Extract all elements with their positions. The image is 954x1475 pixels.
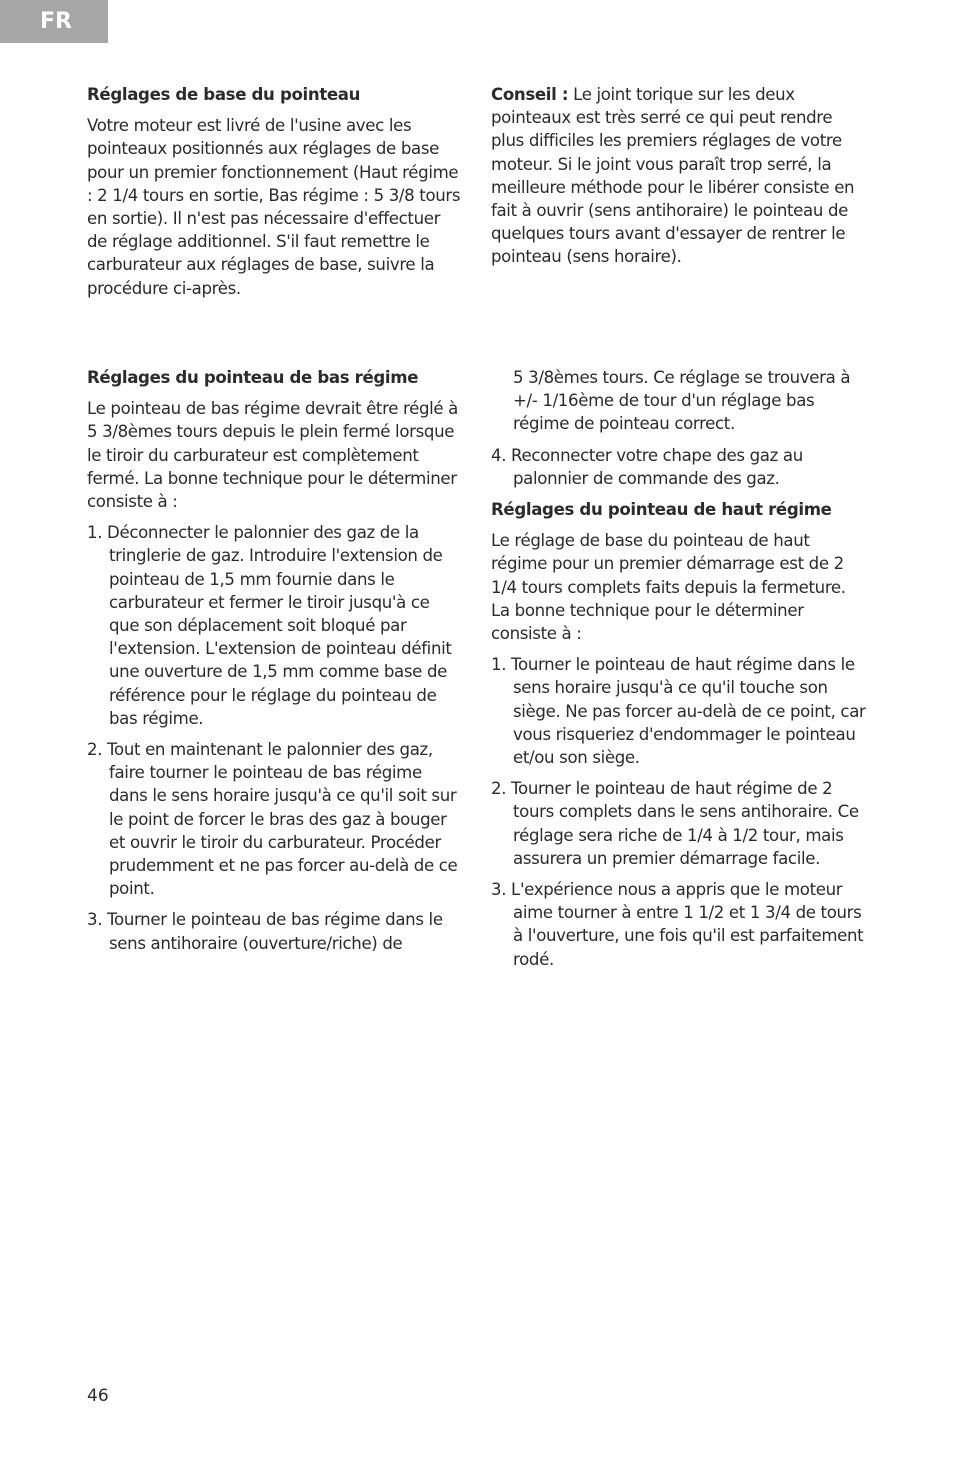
list-item: 2. Tourner le pointeau de haut régime de 2 tours complets dans le sens antihoraire. Ce réglage sera riche de 1/4 à 1/2 tour, mais assurera un premier démarrage facile. bbox=[491, 779, 859, 868]
list-item: 4. Reconnecter votre chape des gaz au palonnier de commande des gaz. bbox=[491, 445, 803, 488]
low-steps-list bbox=[87, 521, 463, 955]
page-number: 46 bbox=[87, 1386, 109, 1406]
low-step4-list bbox=[491, 444, 869, 490]
language-tab: FR bbox=[0, 0, 108, 43]
list-item: 1. Déconnecter le palonnier des gaz de la tringlerie de gaz. Introduire l'extension de pointeau de 1,5 mm fournie dans le carburateur et fermer le tiroir jusqu'à ce que son déplacement soit bloqué par l'extension. L'extension de pointeau définit une ouverture de 1,5 mm comme base de référence pour le réglage du pointeau de bas régime. bbox=[87, 523, 452, 728]
section-high-speed bbox=[491, 366, 869, 979]
list-item: 3. L'expérience nous a appris que le moteur aime tourner à entre 1 1/2 et 1 3/4 de tours à l'ouverture, une fois qu'il est parfaitement rodé. bbox=[491, 880, 864, 969]
list-item: 3. Tourner le pointeau de bas régime dans le sens antihoraire (ouverture/riche) de bbox=[87, 910, 443, 953]
section-intro: Le pointeau de bas régime devrait être réglé à 5 3/8èmes tours depuis le plein fermé lorsque le tiroir du carburateur est complètement fermé. La bonne technique pour le déterminer consiste à : bbox=[87, 399, 458, 512]
section-tip bbox=[491, 83, 867, 277]
section-title: Réglages du pointeau de bas régime bbox=[87, 368, 419, 387]
section-title: Réglages du pointeau de haut régime bbox=[491, 500, 832, 520]
section-low-speed bbox=[87, 366, 463, 963]
section-body: Votre moteur est livré de l'usine avec les pointeaux positionnés aux réglages de base pour un premier fonctionnement (Haut régime : 2 1/4 tours en sortie, Bas régime : 5 3/8 tours en sortie). Il n'est pas nécessaire d'effectuer de réglage additionnel. S'il faut remettre le carburateur aux réglages de base, suivre la procédure ci-après. bbox=[87, 116, 461, 298]
tip-body: Le joint torique sur les deux pointeaux est très serré ce qui peut rendre plus difficiles les premiers réglages de votre moteur. Si le joint vous paraît trop serré, la meilleure méthode pour le libérer consiste en fait à ouvrir (sens antihoraire) le pointeau de quelques tours avant d'essayer de rentrer le pointeau (sens horaire). bbox=[491, 85, 855, 267]
high-steps-list bbox=[491, 653, 869, 971]
section-title: Réglages de base du pointeau bbox=[87, 85, 361, 104]
tip-paragraph bbox=[491, 83, 867, 269]
low-step3-continuation: 5 3/8èmes tours. Ce réglage se trouvera à +/- 1/16ème de tour d'un réglage bas régime de pointeau correct. bbox=[513, 368, 851, 434]
section-base-settings bbox=[87, 83, 462, 308]
tip-label: Conseil : bbox=[491, 85, 569, 104]
list-item: 2. Tout en maintenant le palonnier des gaz, faire tourner le pointeau de bas régime dans le sens horaire jusqu'à ce qu'il soit sur le point de forcer le bras des gaz à bouger et ouvrir le tiroir du carburateur. Procéder prudemment et ne pas forcer au-delà de ce point. bbox=[87, 740, 458, 899]
list-item: 1. Tourner le pointeau de haut régime dans le sens horaire jusqu'à ce qu'il touche son siège. Ne pas forcer au-delà de ce point, car vous risqueriez d'endommager le pointeau et/ou son siège. bbox=[491, 655, 866, 768]
section-intro: Le réglage de base du pointeau de haut régime pour un premier démarrage est de 2 1/4 tours complets faits depuis la fermeture. La bonne technique pour le déterminer consiste à : bbox=[491, 531, 846, 644]
